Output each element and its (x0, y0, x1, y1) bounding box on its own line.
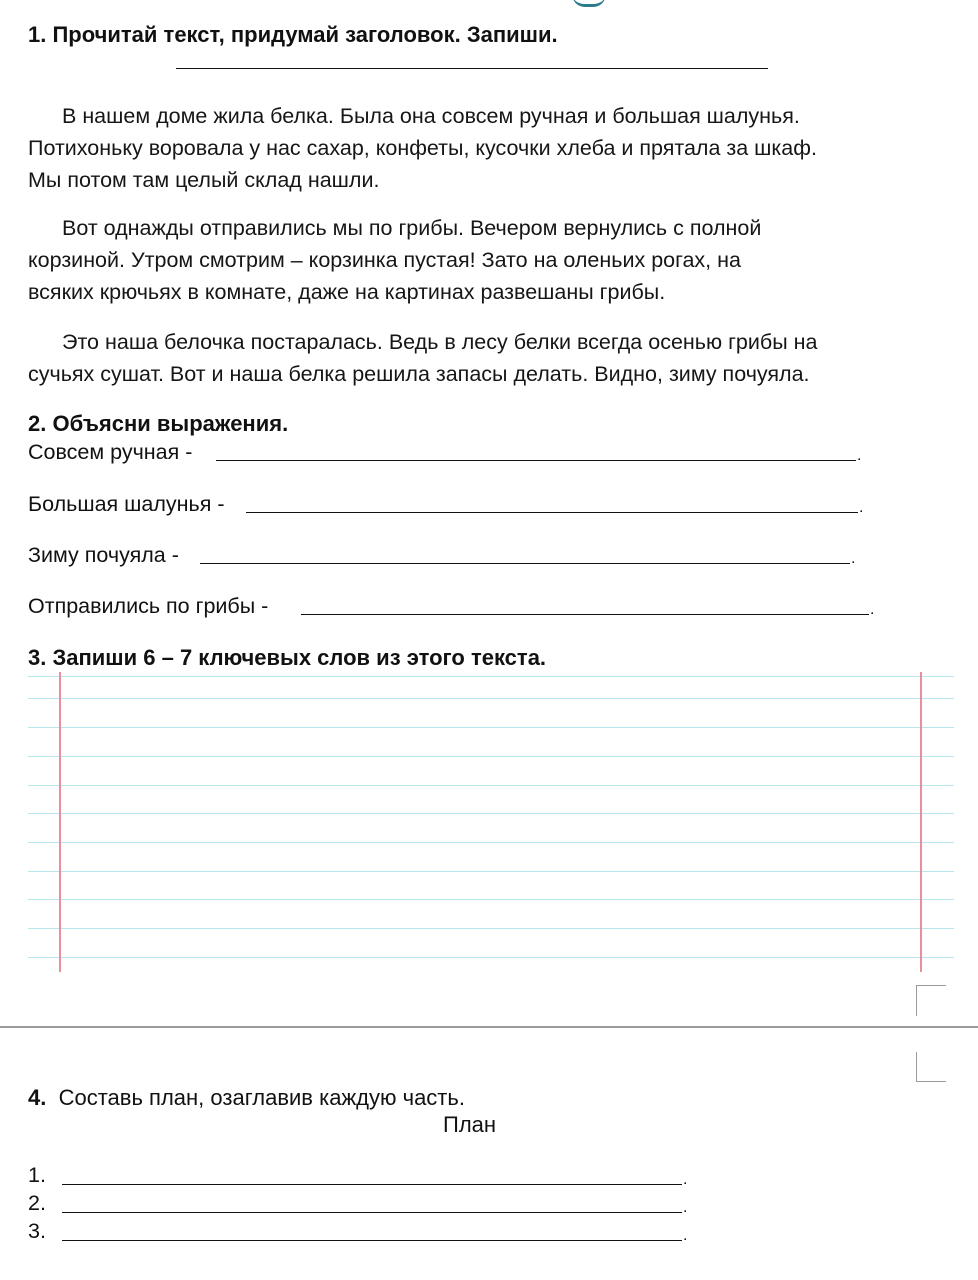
answer-line[interactable] (216, 460, 856, 461)
task4-text: Составь план, озаглавив каждую часть. (58, 1085, 465, 1110)
plan-item-number: 1. (28, 1163, 46, 1187)
paragraph-line: Это наша белочка постаралась. Ведь в лесу белки всегда осенью грибы на (62, 330, 818, 354)
notebook-line (28, 928, 954, 929)
paragraph-line: всяких крючьях в комнате, даже на картинах развешаны грибы. (28, 280, 666, 304)
end-dot: . (683, 1199, 688, 1216)
title-answer-line (176, 68, 768, 69)
answer-line[interactable] (200, 563, 850, 564)
expression-label: Отправились по грибы - (28, 594, 269, 618)
paragraph-line: Вот однажды отправились мы по грибы. Вечером вернулись с полной (62, 216, 762, 240)
notebook-line (28, 756, 954, 757)
expression-label: Зиму почуяла - (28, 543, 179, 567)
answer-line[interactable] (246, 512, 858, 513)
top-page-marker (572, 0, 606, 7)
notebook-line (28, 785, 954, 786)
left-margin-line (59, 672, 61, 972)
notebook-line (28, 727, 954, 728)
notebook-line (28, 871, 954, 872)
plan-heading: План (443, 1112, 497, 1137)
task2-title: 2. Объясни выражения. (28, 411, 289, 436)
notebook-line (28, 842, 954, 843)
notebook-line (28, 676, 954, 677)
paragraph-1 (28, 100, 928, 196)
notebook-line (28, 813, 954, 814)
end-dot: . (683, 1171, 688, 1188)
right-margin-line (920, 672, 922, 972)
paragraph-line: Потихоньку воровала у нас сахар, конфеты, кусочки хлеба и прятала за шкаф. (28, 136, 817, 160)
end-dot: . (857, 447, 862, 464)
plan-item-number: 3. (28, 1219, 46, 1243)
paragraph-2 (28, 212, 928, 308)
notebook-line (28, 698, 954, 699)
paragraph-line: В нашем доме жила белка. Была она совсем ручная и большая шалунья. (62, 104, 800, 128)
answer-line[interactable] (301, 614, 869, 615)
crop-corner-mark (916, 1052, 946, 1082)
paragraph-line: сучьях сушат. Вот и наша белка решила запасы делать. Видно, зиму почуяла. (28, 362, 810, 386)
task4-number: 4. (28, 1085, 47, 1110)
task4-title (28, 1085, 465, 1111)
expression-label: Совсем ручная - (28, 440, 193, 464)
plan-item-number: 2. (28, 1191, 46, 1215)
paragraph-line: Мы потом там целый склад нашли. (28, 168, 380, 192)
crop-corner-mark (916, 985, 946, 1016)
end-dot: . (859, 499, 864, 516)
plan-answer-line[interactable] (62, 1240, 682, 1241)
notebook-line (28, 957, 954, 958)
plan-answer-line[interactable] (62, 1212, 682, 1213)
end-dot: . (683, 1227, 688, 1244)
paragraph-line: корзиной. Утром смотрим – корзинка пустая! Зато на оленьих рогах, на (28, 248, 741, 272)
notebook-line (28, 899, 954, 900)
page-divider (0, 1026, 978, 1028)
end-dot: . (870, 601, 875, 618)
end-dot: . (851, 550, 856, 567)
plan-answer-line[interactable] (62, 1184, 682, 1185)
task3-title: 3. Запиши 6 – 7 ключевых слов из этого текста. (28, 645, 547, 670)
task1-title: 1. Прочитай текст, придумай заголовок. Запиши. (28, 22, 558, 47)
expression-label: Большая шалунья - (28, 492, 225, 516)
paragraph-3 (28, 326, 928, 390)
